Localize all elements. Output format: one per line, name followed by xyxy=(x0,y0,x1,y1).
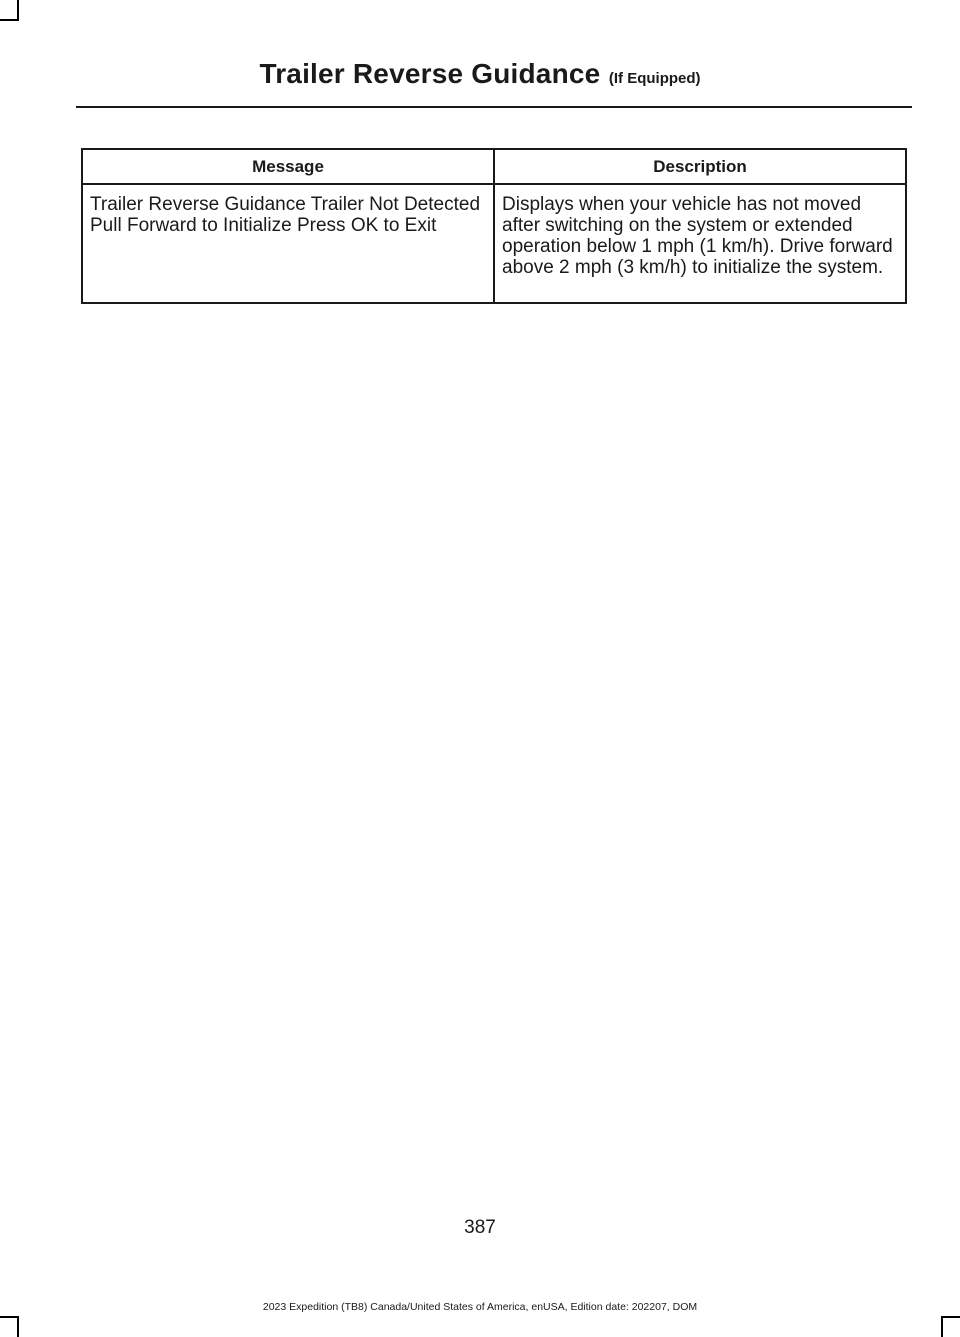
crop-mark-bottom-left-vertical xyxy=(17,1316,19,1337)
crop-mark-top-left-vertical xyxy=(17,0,19,20)
column-header-description: Description xyxy=(494,149,906,184)
crop-mark-bottom-right-vertical xyxy=(941,1316,943,1337)
message-cell: Trailer Reverse Guidance Trailer Not Detected Pull Forward to Initialize Press OK to Exit xyxy=(82,184,494,303)
column-header-message: Message xyxy=(82,149,494,184)
header-rule xyxy=(76,106,912,108)
message-table xyxy=(81,148,907,304)
crop-mark-bottom-left-horizontal xyxy=(0,1316,19,1318)
page-header xyxy=(0,58,960,90)
description-cell: Displays when your vehicle has not moved after switching on the system or extended operation below 1 mph (1 km/h). Drive forward above 2 mph (3 km/h) to initialize the system. xyxy=(494,184,906,303)
crop-mark-bottom-right-horizontal xyxy=(941,1316,960,1318)
crop-mark-top-left-horizontal xyxy=(0,19,19,21)
page-title: Trailer Reverse Guidance xyxy=(259,58,601,89)
page-title-suffix: (If Equipped) xyxy=(608,70,701,87)
page-number: 387 xyxy=(464,1217,496,1238)
table-header-row xyxy=(82,149,906,184)
page-footer: 2023 Expedition (TB8) Canada/United States of America, enUSA, Edition date: 202207, DOM xyxy=(262,1301,698,1313)
table-row xyxy=(82,184,906,303)
